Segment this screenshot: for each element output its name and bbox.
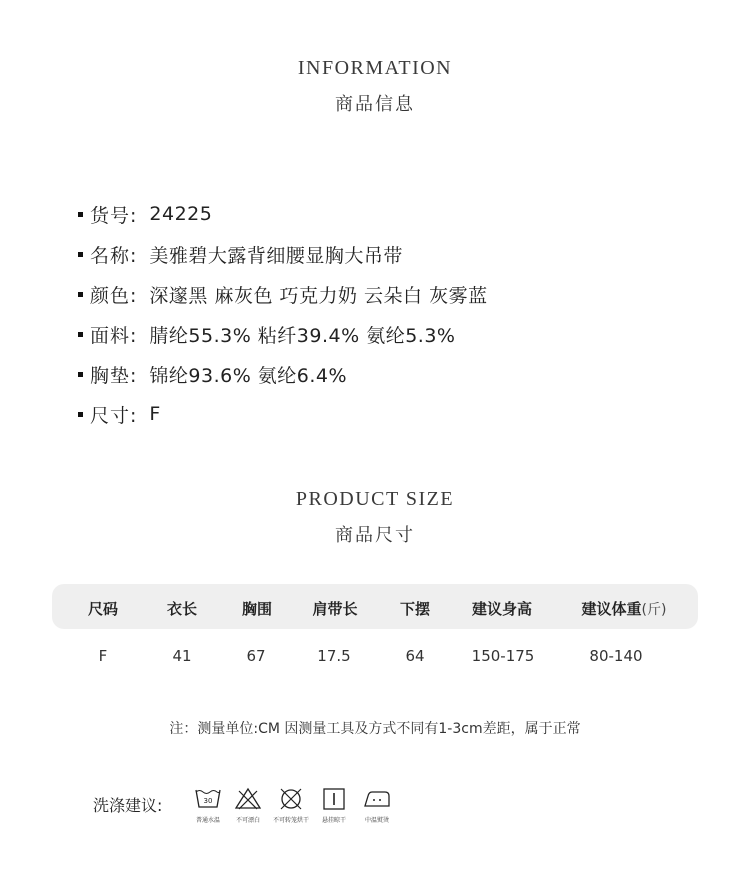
size-table-cell: 17.5: [317, 647, 351, 665]
size-table-cell: F: [98, 647, 108, 665]
info-title-en: INFORMATION: [297, 57, 453, 79]
info-row-fabric: [78, 314, 488, 354]
size-table-cell: 64: [405, 647, 425, 665]
hang-dry-icon: [320, 787, 348, 811]
wash-30-icon: [194, 787, 222, 811]
info-label: 颜色:: [90, 284, 138, 307]
size-table-cell: 150-175: [471, 647, 535, 665]
info-row-color: [78, 274, 488, 314]
measurement-note: 注：测量单位:CM 因测量工具及方式不同有1-3cm差距，属于正常: [169, 721, 581, 737]
bullet-icon: [78, 372, 83, 377]
info-row-name: [78, 234, 488, 274]
info-label: 面料:: [90, 324, 138, 347]
bullet-icon: [78, 292, 83, 297]
size-table-cell: 41: [172, 647, 192, 665]
care-caption: 不可漂白: [235, 817, 260, 824]
size-header-cell: 尺码: [87, 600, 119, 618]
size-title-cn: 商品尺寸: [335, 525, 415, 546]
bullet-icon: [78, 412, 83, 417]
care-caption: 中温熨烫: [364, 817, 389, 824]
care-caption: 悬挂晾干: [321, 817, 346, 824]
info-label: 货号:: [90, 204, 138, 227]
info-value: 深邃黑 麻灰色 巧克力奶 云朵白 灰雾蓝: [149, 284, 488, 307]
product-info-list: [78, 194, 488, 434]
info-row-item-number: [78, 194, 488, 234]
size-table-cell: 67: [246, 647, 266, 665]
info-title-cn: 商品信息: [335, 94, 415, 115]
size-header-cell: 肩带长: [312, 600, 358, 618]
care-caption: 不可转笼烘干: [272, 817, 309, 824]
size-table-cell: 80-140: [589, 647, 643, 665]
info-value: 锦纶93.6% 氨纶6.4%: [149, 364, 348, 387]
bullet-icon: [78, 332, 83, 337]
bullet-icon: [78, 252, 83, 257]
info-value: 24225: [149, 203, 213, 225]
bullet-icon: [78, 212, 83, 217]
iron-medium-icon: [363, 787, 391, 811]
wash-temp: 30: [203, 797, 213, 805]
size-header-cell: 衣长: [166, 600, 198, 618]
info-value: 腈纶55.3% 粘纤39.4% 氨纶5.3%: [149, 324, 456, 347]
care-caption: 普通水温: [195, 817, 220, 824]
info-value: 美雅碧大露背细腰显胸大吊带: [149, 244, 403, 267]
info-row-pad: [78, 354, 488, 394]
size-title-en: PRODUCT SIZE: [295, 488, 455, 510]
info-label: 胸垫:: [90, 364, 138, 387]
info-label: 名称:: [90, 244, 138, 267]
wash-label: 洗涤建议:: [93, 796, 163, 815]
size-header-cell: 建议身高: [471, 600, 533, 618]
info-value: F: [149, 403, 161, 425]
size-header-cell: 胸围: [241, 600, 273, 618]
size-header-weight-label: 建议体重: [581, 600, 642, 618]
size-header-cell-weight: [582, 598, 667, 619]
size-header-cell: 下摆: [399, 600, 431, 618]
no-tumble-dry-icon: [277, 787, 305, 811]
no-bleach-icon: [234, 787, 262, 811]
info-row-size: [78, 394, 488, 434]
info-label: 尺寸:: [90, 404, 138, 427]
weight-unit: (斤): [641, 602, 667, 618]
